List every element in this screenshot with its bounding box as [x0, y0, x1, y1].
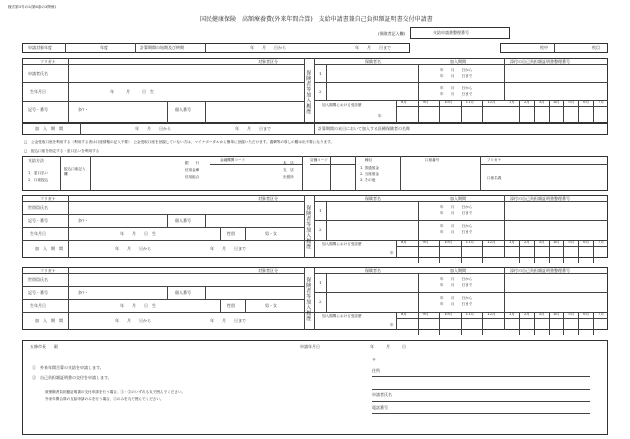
month-label: 12月 — [487, 100, 496, 104]
branch-code-label: 店舗コード — [310, 158, 328, 162]
month-label: 5月 — [568, 240, 575, 244]
insurance-history-vlabel: 保険者等加入履歴 — [305, 70, 312, 114]
note-1: 被保険者負担額証明書の交付申請を行う場合、①・②のいずれも丸で囲んでください。 — [45, 390, 186, 394]
member-col-insurer: 保険者名 — [365, 196, 381, 201]
member-name-input[interactable] — [70, 202, 300, 213]
member-furigana-label: フリガナ — [40, 268, 56, 273]
col-cert: 添付の自己負担額証明書整理番号 — [510, 59, 570, 64]
page-no: 枚目 — [592, 45, 600, 50]
receipt-no-label: 支給申請書整理番号 — [433, 30, 469, 35]
birth-label: 生年月日 — [30, 89, 46, 94]
month-label: 5月 — [568, 100, 575, 104]
month-cell[interactable] — [439, 107, 461, 122]
bank-type-shinkin[interactable]: 信用金庫 — [185, 168, 200, 172]
month-cell[interactable] — [578, 247, 593, 262]
member-name-label: 世帯員氏名 — [28, 205, 48, 210]
month-cell[interactable] — [563, 247, 578, 262]
period-from[interactable]: 年 月 日から — [250, 45, 286, 50]
addressee: 五條市長 殿 — [30, 344, 58, 349]
member-exp-year: 年 — [390, 251, 394, 255]
month-cell[interactable] — [439, 319, 461, 334]
bank-type-bank[interactable]: 銀 行 — [185, 161, 200, 165]
month-label: 11月 — [465, 240, 474, 244]
holder-furigana-label: フリガナ — [487, 158, 502, 162]
month-cell[interactable] — [482, 319, 504, 334]
months-row-a — [396, 100, 504, 123]
month-cell[interactable] — [549, 319, 564, 334]
month-label: 10月 — [444, 240, 453, 244]
member-exp-label: 加入期間における受診歴 — [322, 242, 362, 246]
month-label: 11月 — [465, 312, 474, 316]
month-cell[interactable] — [549, 247, 564, 262]
month-label: 6月 — [583, 100, 590, 104]
month-cell[interactable] — [396, 107, 418, 122]
month-label: 4月 — [553, 312, 560, 316]
month-cell[interactable] — [519, 107, 534, 122]
month-label: 6月 — [583, 312, 590, 316]
personal-no-input[interactable] — [207, 102, 303, 122]
member-period-from-2[interactable]: 年 月 日から — [440, 296, 473, 300]
member-birth-label: 生年月日 — [30, 303, 46, 308]
month-cell[interactable] — [461, 319, 483, 334]
month-label: 8月 — [401, 312, 407, 316]
period-to-1[interactable]: 年 月 日まで — [440, 74, 473, 78]
member-join-label: 加 入 期 間 — [35, 246, 63, 251]
kind-label: 種目 — [365, 158, 373, 162]
month-cell[interactable] — [396, 247, 418, 262]
month-cell[interactable] — [461, 107, 483, 122]
member-personal-no-label: 個人番号 — [175, 218, 191, 223]
months-row-b — [504, 100, 608, 123]
note-2: 外来年間合算の支給申請のみを行う場合、①のみを丸で囲んでください。 — [45, 397, 164, 401]
member-insurance-vlabel: 保険者等加入履歴 — [305, 205, 312, 249]
postal: 〒 — [372, 357, 376, 362]
member-period-to-2[interactable]: 年 月 日まで — [440, 230, 473, 234]
holder-label: 口座名義 — [487, 176, 502, 180]
exp-label: 加入期間における受診歴 — [322, 103, 362, 107]
applicant-name-input[interactable] — [70, 65, 300, 81]
member-row-2: 2 — [319, 227, 322, 232]
month-cell[interactable] — [504, 247, 519, 262]
month-cell[interactable] — [563, 107, 578, 122]
month-label: 4月 — [553, 240, 560, 244]
member-exp-year: 年 — [390, 323, 394, 327]
kind-current[interactable]: 2. 当座預金 — [360, 172, 379, 176]
member-sex-input[interactable]: 男・女 — [265, 231, 277, 236]
year-unit: 年度 — [100, 45, 108, 50]
address-label: 住所 — [372, 368, 380, 373]
month-label: 3月 — [538, 240, 545, 244]
month-label: 1月 — [509, 100, 515, 104]
phone-label: 電話番号 — [372, 405, 388, 410]
member-insured-type: 対象者区分 — [258, 268, 278, 273]
bank-type-kumiai[interactable]: 信用組合 — [185, 175, 200, 179]
furigana-label: フリガナ — [40, 59, 56, 64]
month-cell[interactable] — [504, 107, 519, 122]
month-cell[interactable] — [482, 247, 504, 262]
applicant-name-label: 申請者氏名 — [28, 71, 48, 76]
page-title: 国民健康保険 高額療養費(外来年間合算) 支給申請書兼自己負担額証明書交付申請書 — [200, 16, 433, 23]
month-cell[interactable] — [534, 107, 549, 122]
member-col-insurer: 保険者名 — [365, 268, 381, 273]
member-col-cert: 添付の自己負担額証明書整理番号 — [510, 268, 570, 273]
member-name-input[interactable] — [70, 274, 300, 285]
member-col-period: 加入期間 — [450, 196, 466, 201]
kind-ordinary[interactable]: 1. 普通預金 — [360, 166, 379, 170]
month-label: 10月 — [444, 100, 453, 104]
month-cell[interactable] — [593, 107, 608, 122]
join-label: 加 入 期 間 — [35, 126, 63, 131]
month-label: 2月 — [523, 312, 530, 316]
branch-type-branch[interactable]: 支 店 — [283, 168, 294, 172]
member-symbol-label: 記号・番号 — [28, 218, 48, 223]
month-label: 3月 — [538, 100, 545, 104]
month-cell[interactable] — [504, 319, 519, 334]
member-birth-input[interactable]: 年 月 日 生 — [120, 231, 156, 236]
month-cell[interactable] — [439, 247, 461, 262]
month-cell[interactable] — [534, 319, 549, 334]
member-sex-label: 性別 — [227, 303, 235, 308]
receipt-no-field[interactable] — [410, 27, 510, 39]
month-label: 12月 — [487, 240, 496, 244]
member-col-cert: 添付の自己負担額証明書整理番号 — [510, 196, 570, 201]
member-col-period: 加入期間 — [450, 268, 466, 273]
personal-no-label: 個人番号 — [175, 107, 191, 112]
method-window[interactable]: 1．窓口払い — [28, 171, 49, 175]
month-label: 8月 — [401, 100, 407, 104]
date-label: 申請年月日 — [300, 344, 320, 349]
col-insurer: 保険者名 — [365, 59, 381, 64]
member-sex-input[interactable]: 男・女 — [265, 303, 277, 308]
check-designate-account[interactable]: □ 振込口座を指定する・窓口払いを利用する — [24, 149, 100, 153]
member-row-1: 1 — [319, 280, 322, 285]
member-months-a — [396, 240, 504, 258]
member-period-from-1[interactable]: 年 月 日から — [440, 277, 473, 281]
member-period-from-1[interactable]: 年 月 日から — [440, 205, 473, 209]
member-birth-input[interactable]: 年 月 日 生 — [120, 303, 156, 308]
symbol-input[interactable]: 奈7・ — [78, 107, 89, 112]
period-label: 計算期間の始期及び終期 — [140, 45, 184, 50]
exp-year: 年 — [378, 114, 382, 118]
member-birth-label: 生年月日 — [30, 231, 46, 236]
member-insurance-vlabel: 保険者等加入履歴 — [305, 277, 312, 321]
page-of: 枚中 — [540, 45, 548, 50]
method-label: 支給方法 — [28, 158, 44, 163]
bank-code-label: 金融機関コード — [220, 158, 246, 162]
month-label: 11月 — [465, 100, 474, 104]
insurer-entry-label: (保険者記入欄) — [378, 31, 406, 36]
month-label: 7月 — [598, 240, 605, 244]
member-name-label: 世帯員氏名 — [28, 277, 48, 282]
check-public-account[interactable]: □ 公金受取口座を利用する（利用する者は口座情報の記入不要） 公金受取口座を登録していない方は、マイナポータルから簡単に登録いただけます。過剰等の厚しの帽は出不要になります。 — [24, 140, 335, 144]
period-from-1[interactable]: 年 月 日から — [440, 68, 473, 72]
member-insured-type: 対象者区分 — [258, 196, 278, 201]
member-join-label: 加 入 期 間 — [35, 318, 63, 323]
period-to-2[interactable]: 年 月 日まで — [440, 92, 473, 96]
month-cell[interactable] — [418, 247, 440, 262]
member-months-b — [504, 312, 608, 330]
join-from[interactable]: 年 月 日から — [135, 126, 171, 131]
month-label: 3月 — [538, 312, 545, 316]
month-cell[interactable] — [418, 319, 440, 334]
month-cell[interactable] — [563, 319, 578, 334]
account-no-label: 口座番号 — [425, 158, 440, 162]
member-join-from[interactable]: 年 月 日から — [115, 318, 151, 323]
birth-input[interactable]: 年 月 日 生 — [110, 89, 154, 94]
item-2[interactable]: ② 自己負担額証明書の交付を申請します。 — [32, 375, 112, 380]
member-join-to[interactable]: 年 月 日まで — [210, 318, 246, 323]
member-join-from[interactable]: 年 月 日から — [115, 246, 151, 251]
month-cell[interactable] — [534, 247, 549, 262]
month-label: 8月 — [401, 240, 407, 244]
date-input[interactable]: 年 月 日 — [370, 344, 406, 349]
member-period-to-1[interactable]: 年 月 日まで — [440, 283, 473, 287]
member-period-to-1[interactable]: 年 月 日まで — [440, 211, 473, 215]
member-months-b — [504, 240, 608, 258]
member-period-to-2[interactable]: 年 月 日まで — [440, 302, 473, 306]
month-cell[interactable] — [519, 247, 534, 262]
month-cell[interactable] — [519, 319, 534, 334]
month-cell[interactable] — [593, 247, 608, 262]
join-to[interactable]: 年 月 日まで — [235, 126, 271, 131]
period-from-2[interactable]: 年 月 日から — [440, 86, 473, 90]
month-label: 6月 — [583, 240, 590, 244]
month-label: 7月 — [598, 312, 605, 316]
col-period: 加入期間 — [450, 59, 466, 64]
month-cell[interactable] — [461, 247, 483, 262]
month-cell[interactable] — [593, 319, 608, 334]
account-label: 振込口座記入欄 — [64, 167, 86, 177]
kind-other[interactable]: 3. その他 — [360, 178, 376, 182]
row-2: 2 — [319, 89, 322, 94]
symbol-label: 記号・番号 — [28, 107, 48, 112]
month-label: 2月 — [523, 240, 530, 244]
item-1[interactable]: ① 外来年間合算の支給を申請します。 — [32, 365, 104, 370]
member-symbol-input[interactable]: 奈7・ — [78, 218, 89, 223]
member-months-a — [396, 312, 504, 330]
month-cell[interactable] — [418, 107, 440, 122]
join-period-row — [22, 123, 608, 135]
method-transfer[interactable]: 2．口座振込 — [28, 178, 49, 182]
footer-block — [22, 340, 608, 435]
member-symbol-input[interactable]: 奈7・ — [78, 290, 89, 295]
month-cell[interactable] — [549, 107, 564, 122]
member-furigana-label: フリガナ — [40, 196, 56, 201]
month-cell[interactable] — [578, 107, 593, 122]
month-cell[interactable] — [482, 107, 504, 122]
month-label: 2月 — [523, 100, 530, 104]
branch-type-main[interactable]: 本 店 — [283, 161, 294, 165]
member-row-1: 1 — [319, 208, 322, 213]
month-label: 9月 — [422, 312, 429, 316]
month-label: 9月 — [422, 100, 429, 104]
month-cell[interactable] — [396, 319, 418, 334]
applicant-label: 申請者氏名 — [372, 392, 392, 397]
member-personal-no-label: 個人番号 — [175, 290, 191, 295]
month-label: 1月 — [509, 312, 515, 316]
member-symbol-label: 記号・番号 — [28, 290, 48, 295]
join-note: 計算期間の末日において加入する医療保険者の名称 — [318, 126, 410, 131]
insured-type-label: 対象者区分 — [258, 59, 278, 64]
month-label: 4月 — [553, 100, 560, 104]
period-to[interactable]: 年 月 日まで — [355, 45, 391, 50]
month-label: 5月 — [568, 312, 575, 316]
month-label: 12月 — [487, 312, 496, 316]
month-cell[interactable] — [578, 319, 593, 334]
member-sex-label: 性別 — [227, 231, 235, 236]
month-label: 7月 — [598, 100, 605, 104]
month-label: 1月 — [509, 240, 515, 244]
member-row-2: 2 — [319, 299, 322, 304]
branch-type-office[interactable]: 出張所 — [283, 175, 294, 179]
target-year-label: 申請対象年度 — [28, 45, 52, 50]
member-join-to[interactable]: 年 月 日まで — [210, 246, 246, 251]
month-label: 10月 — [444, 312, 453, 316]
month-label: 9月 — [422, 240, 429, 244]
form-number: 様式第3号の2(第6条の3関係) — [8, 5, 56, 9]
member-period-from-2[interactable]: 年 月 日から — [440, 224, 473, 228]
member-exp-label: 加入期間における受診歴 — [322, 314, 362, 318]
row-1: 1 — [319, 71, 322, 76]
